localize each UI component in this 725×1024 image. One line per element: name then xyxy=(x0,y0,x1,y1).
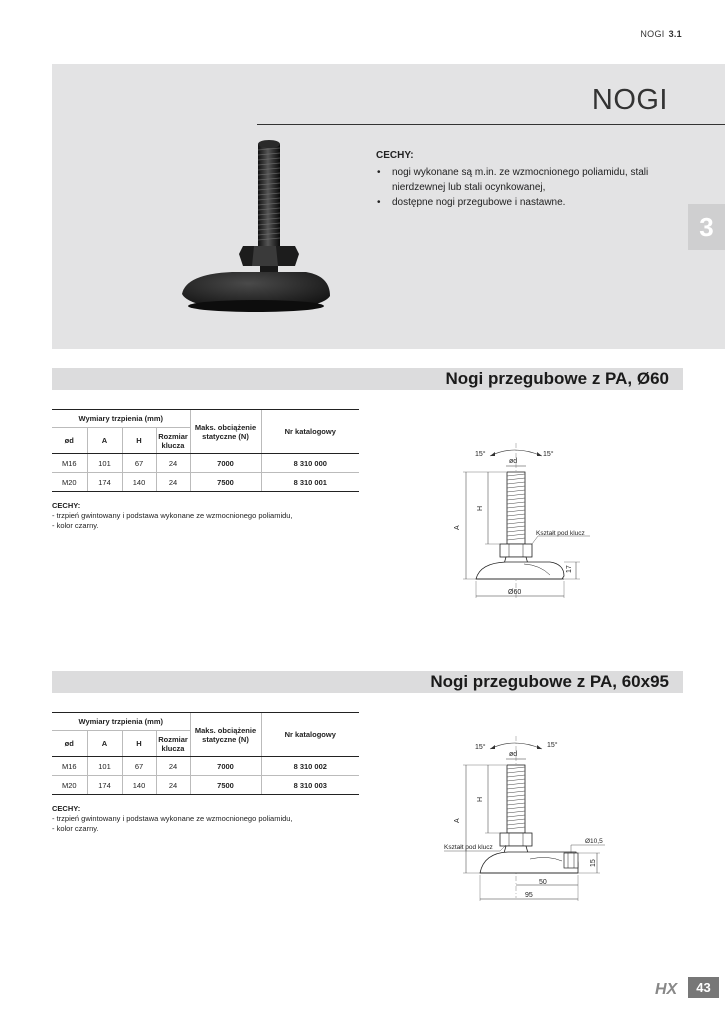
cell-h: 140 xyxy=(122,473,156,492)
notes-title: CECHY: xyxy=(52,804,81,813)
cell-a: 174 xyxy=(87,776,122,795)
note-item: - trzpień gwintowany i podstawa wykonane ze wzmocnionego poliamidu, xyxy=(52,511,293,520)
note-item: - kolor czarny. xyxy=(52,521,99,530)
header-a: A xyxy=(87,428,122,454)
header-catalog: Nr katalogowy xyxy=(261,713,359,757)
cell-a: 174 xyxy=(87,473,122,492)
table-row xyxy=(52,776,359,795)
technical-drawing-60 xyxy=(440,440,610,602)
cell-a: 101 xyxy=(87,757,122,776)
base-height-label: 15 xyxy=(590,859,597,867)
cell-catalog: 8 310 000 xyxy=(261,454,359,473)
width-95-label: 95 xyxy=(525,892,533,899)
width-50-label: 50 xyxy=(539,879,547,886)
header-wrench: Rozmiar klucza xyxy=(156,428,190,454)
features-block xyxy=(376,148,676,210)
cell-load: 7500 xyxy=(190,776,261,795)
angle-right-label: 15° xyxy=(547,742,558,749)
header-load: Maks. obciążenie statyczne (N) xyxy=(190,410,261,454)
table-row xyxy=(52,454,359,473)
cell-load: 7500 xyxy=(190,473,261,492)
d-label: ød xyxy=(509,751,518,758)
header-wrench: Rozmiar klucza xyxy=(156,731,190,757)
cell-wrench: 24 xyxy=(156,454,190,473)
base-diameter-label: Ø60 xyxy=(508,589,522,596)
brand-logo-text: HX xyxy=(655,981,678,997)
header-h: H xyxy=(122,731,156,757)
wrench-label: Kształt pod klucz xyxy=(536,530,585,537)
table-row xyxy=(52,757,359,776)
notes-block xyxy=(52,501,372,531)
d-label: ød xyxy=(509,458,518,465)
page-number: 43 xyxy=(688,977,719,998)
cell-catalog: 8 310 002 xyxy=(261,757,359,776)
header-a: A xyxy=(87,731,122,757)
cell-wrench: 24 xyxy=(156,757,190,776)
cell-a: 101 xyxy=(87,454,122,473)
section-title: Nogi przegubowe z PA, 60x95 xyxy=(430,672,669,691)
chapter-tab: 3 xyxy=(688,204,725,250)
notes-block xyxy=(52,804,372,834)
cell-d: M20 xyxy=(52,473,87,492)
note-item: - kolor czarny. xyxy=(52,824,99,833)
header-h: H xyxy=(122,428,156,454)
cell-catalog: 8 310 003 xyxy=(261,776,359,795)
header-catalog: Nr katalogowy xyxy=(261,410,359,454)
cell-h: 67 xyxy=(122,454,156,473)
angle-left-label: 15° xyxy=(475,451,486,458)
hole-label: Ø10,5 xyxy=(585,838,603,845)
notes-title: CECHY: xyxy=(52,501,81,510)
title-rule xyxy=(257,124,725,125)
cell-d: M20 xyxy=(52,776,87,795)
section-bar xyxy=(52,671,683,693)
feature-item: • nogi wykonane są m.in. ze wzmocnionego poliamidu, stali nierdzewnej lub stali ocynkowanej, xyxy=(376,165,676,195)
cell-h: 140 xyxy=(122,776,156,795)
spec-table xyxy=(52,712,359,795)
cell-d: M16 xyxy=(52,757,87,776)
header-d: ød xyxy=(52,731,87,757)
header-dimensions: Wymiary trzpienia (mm) xyxy=(52,713,190,731)
cell-load: 7000 xyxy=(190,454,261,473)
cell-wrench: 24 xyxy=(156,776,190,795)
features-list xyxy=(376,165,676,210)
section-label: NOGI xyxy=(640,29,665,39)
spec-table xyxy=(52,409,359,492)
base-height-label: 17 xyxy=(566,565,573,573)
cell-wrench: 24 xyxy=(156,473,190,492)
h-label: H xyxy=(477,796,484,802)
page-title: NOGI xyxy=(591,84,668,116)
wrench-label: Kształt pod klucz xyxy=(444,844,493,851)
cell-load: 7000 xyxy=(190,757,261,776)
feature-item: • dostępne nogi przegubowe i nastawne. xyxy=(376,195,676,210)
leveling-foot-photo xyxy=(172,134,342,319)
cell-h: 67 xyxy=(122,757,156,776)
note-item: - trzpień gwintowany i podstawa wykonane ze wzmocnionego poliamidu, xyxy=(52,814,293,823)
section-number: 3.1 xyxy=(668,29,682,39)
section-title: Nogi przegubowe z PA, Ø60 xyxy=(445,369,669,388)
features-title: CECHY: xyxy=(376,150,414,161)
angle-right-label: 15° xyxy=(543,451,554,458)
a-label: A xyxy=(454,525,461,530)
header-d: ød xyxy=(52,428,87,454)
section-bar xyxy=(52,368,683,390)
table-row xyxy=(52,473,359,492)
cell-d: M16 xyxy=(52,454,87,473)
a-label: A xyxy=(454,818,461,823)
hero-panel xyxy=(52,64,725,349)
cell-catalog: 8 310 001 xyxy=(261,473,359,492)
section-header xyxy=(640,29,682,39)
h-label: H xyxy=(477,505,484,511)
angle-left-label: 15° xyxy=(475,744,486,751)
header-dimensions: Wymiary trzpienia (mm) xyxy=(52,410,190,428)
technical-drawing-60x95 xyxy=(440,733,615,905)
brand-logo xyxy=(654,979,686,997)
header-load: Maks. obciążenie statyczne (N) xyxy=(190,713,261,757)
